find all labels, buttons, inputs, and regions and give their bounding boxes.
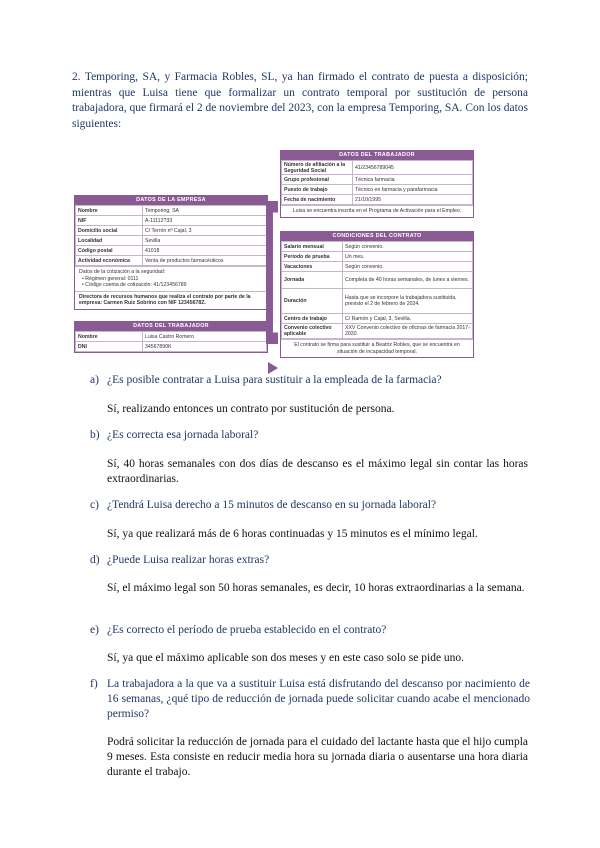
table-key: Vacaciones [282, 262, 343, 272]
table-value: 41/23456789045 [353, 161, 473, 175]
question-letter: f) [90, 678, 98, 690]
table-row [76, 332, 267, 342]
empresa-note [75, 266, 267, 291]
question-f [90, 677, 530, 722]
table-key: Período de prueba [282, 252, 343, 262]
answer-f: Podrá solicitar la reducción de jornada para el cuidado del lactante hasta que el hijo cumpla 9 meses. Esta consiste en reducir media hora su jornada diaria o ausentarse una hora diaria durante el trabajo. [107, 736, 528, 778]
intro-paragraph: 2. Temporing, SA, y Farmacia Robles, SL, ya han firmado el contrato de puesta a disposición; mientras que Luisa tiene que formalizar un contrato temporal por sustitución de persona trabajadora, que firmará el 2 de noviembre del 2023, con la empresa Temporing, SA. Con los datos siguientes: [72, 71, 528, 130]
question-text: La trabajadora a la que va a sustituir Luisa está disfrutando del descanso por nacimiento de 16 semanas, ¿qué tipo de reducción de jornada puede solicitar cuando acabe el mencionado permiso? [107, 678, 530, 720]
table-row [282, 252, 473, 262]
table-key: Convenio colectivo aplicable [282, 324, 343, 339]
table-row [76, 226, 267, 236]
question-d [90, 553, 530, 568]
table-row [282, 272, 473, 289]
table-row [282, 314, 473, 324]
question-letter: d) [90, 554, 100, 566]
table-value: XXV Convenio colectivo de oficinas de farmacia 2017-2020. [343, 324, 473, 339]
table-key: Número de afiliación a la Seguridad Social [282, 161, 353, 175]
table-key: NIF [76, 216, 143, 226]
table-value: Técnica farmacia [353, 175, 473, 185]
table-value: Técnico en farmacia y parafarmacia [353, 185, 473, 195]
trabajador-small-title: DATOS DEL TRABAJADOR [75, 322, 267, 331]
question-letter: c) [90, 499, 99, 511]
table-row [282, 262, 473, 272]
table-row [76, 206, 267, 216]
table-key: Localidad [76, 236, 143, 246]
question-b [90, 428, 530, 443]
table-row [76, 246, 267, 256]
table-value: Temporing, SA [143, 206, 267, 216]
table-key: Jornada [282, 272, 343, 289]
table-value: Venta de productos farmacéuticos [143, 256, 267, 266]
question-text: ¿Puede Luisa realizar horas extras? [107, 554, 270, 566]
table-value: 41018 [143, 246, 267, 256]
question-e [90, 623, 530, 638]
note-line: • Régimen general: 0111 [82, 275, 139, 282]
table-row [282, 161, 473, 175]
table-value: Según convenio. [343, 262, 473, 272]
table-row [282, 195, 473, 205]
answer-a: Sí, realizando entonces un contrato por sustitución de persona. [107, 403, 395, 415]
table-row [282, 289, 473, 314]
table-value: A-11112?33 [143, 216, 267, 226]
question-text: ¿Es correcta esa jornada laboral? [107, 429, 259, 441]
table-key: DNI [76, 342, 143, 352]
answer-e: Sí, ya que el máximo aplicable son dos meses y en este caso solo se pide uno. [107, 652, 465, 664]
table-value: Completa de 40 horas semanales, de lunes a viernes. [343, 272, 473, 289]
table-row [282, 175, 473, 185]
table-value: 21/10/1995 [353, 195, 473, 205]
table-key: Domicilio social [76, 226, 143, 236]
table-key: Nombre [76, 206, 143, 216]
question-letter: b) [90, 429, 100, 441]
table-row [282, 324, 473, 339]
table-value: C/ Ramón y Cajal, 3, Sevilla. [343, 314, 473, 324]
table-row [76, 256, 267, 266]
table-key: Centro de trabajo [282, 314, 343, 324]
question-a [90, 373, 530, 388]
trabajador-small-table [74, 321, 268, 353]
question-text: ¿Es correcto el período de prueba establecido en el contrato? [107, 624, 387, 636]
table-value: Hasta que se incorpore la trabajadora sustituida, previsto el 2 de febrero de 2024. [343, 289, 473, 314]
table-value: Sevilla [143, 236, 267, 246]
table-key: Salario mensual [282, 242, 343, 252]
contrato-table [280, 231, 474, 358]
table-key: Nombre [76, 332, 143, 342]
contrato-table-title: CONDICIONES DEL CONTRATO [281, 232, 473, 241]
answer-d: Sí, el máximo legal son 50 horas semanales, es decir, 10 horas extraordinarias a la semana. [107, 582, 525, 594]
table-key: Fecha de nacimiento [282, 195, 353, 205]
table-key: Duración [282, 289, 343, 314]
empresa-director-note: Directora de recursos humanos que realiza el contrato por parte de la empresa: Carmen Ruiz Sobrino con NIF 12345678Z. [75, 291, 267, 309]
table-key: Actividad económica [76, 256, 143, 266]
table-row [76, 342, 267, 352]
table-row [282, 185, 473, 195]
table-row [76, 236, 267, 246]
question-c [90, 498, 530, 513]
question-text: ¿Es posible contratar a Luisa para sustituir a la empleada de la farmacia? [107, 374, 442, 386]
question-letter: a) [90, 374, 99, 386]
question-text: ¿Tendrá Luisa derecho a 15 minutos de descanso en su jornada laboral? [107, 499, 437, 511]
trabajador-table [280, 150, 474, 218]
note-line: • Código cuenta de cotización: 41/123456789 [82, 282, 187, 289]
trabajador-note: Luisa se encuentra inscrita en el Programa de Activación para el Empleo. [281, 205, 473, 217]
arrow-shape [266, 201, 278, 344]
table-key: Código postal [76, 246, 143, 256]
table-key: Puesto de trabajo [282, 185, 353, 195]
answer-b: Sí, 40 horas semanales con dos días de descanso es el máximo legal sin contar las horas extraordinarias. [107, 458, 528, 485]
table-value: 34567890K [143, 342, 267, 352]
table-key: Grupo profesional [282, 175, 353, 185]
empresa-table [74, 195, 268, 310]
table-value: C/ Terrón nº Cajal, 3 [143, 226, 267, 236]
empresa-table-title: DATOS DE LA EMPRESA [75, 196, 267, 205]
table-row [76, 216, 267, 226]
table-value: Según convenio. [343, 242, 473, 252]
answer-c: Sí, ya que realizará más de 6 horas continuadas y 15 minutos es el mínimo legal. [107, 528, 478, 540]
note-line: Datos de la cotización a la seguridad: [79, 269, 166, 275]
table-value: Luisa Castro Romero [143, 332, 267, 342]
trabajador-table-title: DATOS DEL TRABAJADOR [281, 151, 473, 160]
table-value: Un mes. [343, 252, 473, 262]
contrato-note: El contrato se firma para sustituir a Beatriz Robles, que se encuentra en situación de incapacidad temporal. [281, 339, 473, 357]
table-row [282, 242, 473, 252]
question-letter: e) [90, 624, 99, 636]
